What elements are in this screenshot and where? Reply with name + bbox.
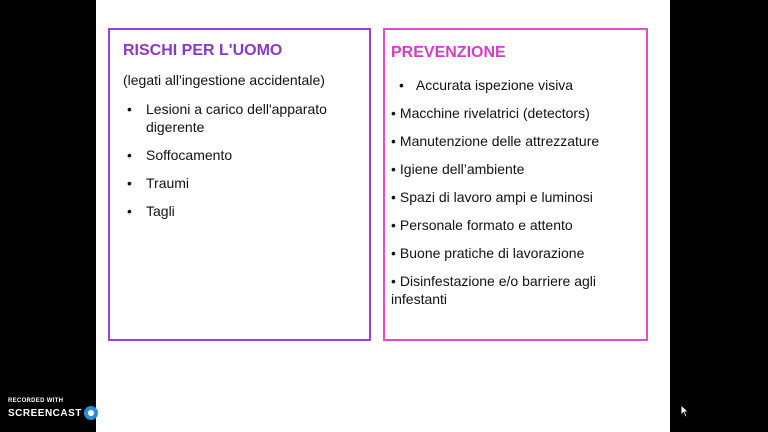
bullet-icon: • — [391, 189, 396, 205]
list-item-text: Personale formato e attento — [399, 217, 573, 233]
bullet-icon: • — [127, 147, 132, 163]
prevention-list — [391, 76, 643, 318]
list-item — [391, 244, 643, 262]
bullet-icon: • — [127, 203, 132, 219]
bullet-icon: • — [391, 161, 396, 177]
list-item-text: Tagli — [146, 203, 175, 219]
list-item-text: Spazi di lavoro ampi e luminosi — [399, 189, 593, 205]
list-item — [391, 272, 643, 308]
bullet-icon: • — [391, 217, 396, 233]
list-item-text: Soffocamento — [146, 147, 233, 163]
watermark-right-text: MATIC — [99, 407, 134, 419]
list-item — [123, 174, 363, 192]
bullet-icon: • — [399, 77, 404, 93]
bullet-icon: • — [391, 105, 396, 121]
risks-note: (legati all'ingestione accidentale) — [123, 72, 325, 88]
list-item — [391, 76, 643, 94]
risks-box — [108, 28, 371, 341]
bullet-icon: • — [127, 101, 132, 117]
risks-title: RISCHI PER L'UOMO — [123, 42, 283, 59]
slide — [96, 0, 670, 432]
list-item — [123, 202, 363, 220]
mouse-cursor-icon — [680, 404, 690, 418]
bullet-icon: • — [391, 133, 396, 149]
watermark-left-text: SCREENCAST — [8, 407, 82, 419]
screencast-logo-icon — [84, 406, 98, 420]
list-item-text: Igiene dell’ambiente — [399, 161, 525, 177]
watermark-top-text: RECORDED WITH — [8, 398, 64, 404]
list-item-text: Lesioni a carico dell'apparato digerente — [146, 101, 327, 135]
list-item — [391, 188, 643, 206]
list-item — [391, 104, 643, 122]
list-item-text: Manutenzione delle attrezzature — [399, 133, 600, 149]
list-item — [123, 100, 363, 136]
list-item — [123, 146, 363, 164]
list-item-text: Accurata ispezione visiva — [415, 77, 574, 93]
list-item-text: Buone pratiche di lavorazione — [399, 245, 585, 261]
list-item-text: Disinfestazione e/o barriere agli infestanti — [391, 273, 597, 307]
prevention-title: PREVENZIONE — [391, 44, 506, 61]
list-item — [391, 132, 643, 150]
risks-list — [123, 100, 363, 230]
prevention-box — [383, 28, 648, 341]
bullet-icon: • — [391, 273, 396, 289]
list-item-text: Traumi — [146, 175, 190, 191]
list-item-text: Macchine rivelatrici (detectors) — [399, 105, 590, 121]
screencast-watermark — [8, 398, 133, 420]
bullet-icon: • — [127, 175, 132, 191]
bullet-icon: • — [391, 245, 396, 261]
list-item — [391, 160, 643, 178]
list-item — [391, 216, 643, 234]
